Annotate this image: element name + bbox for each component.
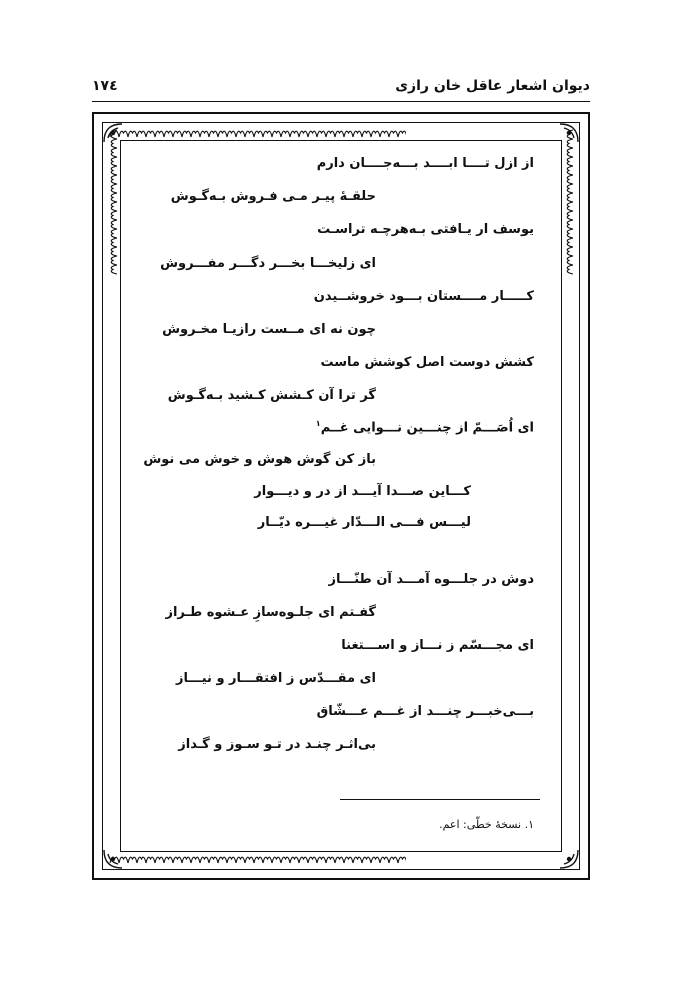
ornament-motif [137, 131, 146, 137]
refrain-line: کـــاین صـــدا آیـــد از در و دیـــوار [254, 484, 471, 499]
verse-line: ای زلیخـــا بخـــر دگـــر مفـــروش [160, 256, 376, 271]
ornament-motif [111, 256, 117, 265]
verse-line: دوش در جلـــوه آمـــد آن طنّـــاز [328, 572, 534, 587]
book-title: دیوان اشعار عاقل خان رازی [395, 78, 590, 94]
verse-line: از ازل تــــا ابــــد بـــه‌جــــان دارم [316, 156, 534, 171]
ornament-motif [567, 229, 573, 238]
ornament-motif [308, 131, 317, 137]
ornament-motif [335, 857, 344, 863]
border-ornament-top [106, 126, 406, 140]
running-header [92, 78, 590, 100]
ornament-motif [111, 157, 117, 166]
ornament-motif [137, 857, 146, 863]
ornament-motif [567, 175, 573, 184]
refrain-line: لیـــس فـــی الـــدّار غیـــره دیّــار [257, 515, 471, 530]
border-ornament-left [106, 126, 120, 276]
ornament-motif [335, 131, 344, 137]
ornament-motif [146, 131, 155, 137]
ornament-motif [218, 857, 227, 863]
ornament-motif [227, 131, 236, 137]
footnote-text: ١. نسخهٔ خطّی: اعم. [439, 818, 534, 831]
ornament-motif [111, 202, 117, 211]
ornament-motif [236, 857, 245, 863]
ornament-motif [254, 857, 263, 863]
ornament-motif [299, 131, 308, 137]
ornament-motif [389, 857, 398, 863]
verse-line: گر ترا آن کـشش کـشید بـه‌گـوش [167, 388, 376, 403]
ornament-motif [182, 131, 191, 137]
corner-ornament-top-right [556, 120, 582, 146]
ornament-motif [353, 857, 362, 863]
ornament-motif [236, 131, 245, 137]
ornament-motif [362, 857, 371, 863]
ornament-motif [128, 857, 137, 863]
page-number: ١٧٤ [92, 78, 118, 94]
corner-ornament-top-left [100, 120, 126, 146]
ornament-motif [182, 857, 191, 863]
ornament-motif [389, 131, 398, 137]
ornament-motif [380, 857, 389, 863]
verse-line: کـــــار مــــستان بـــود خروشــیدن [313, 289, 534, 304]
verse-line: ای مجـــسّم ز نـــاز و اســـتغنا [341, 638, 534, 653]
ornament-motif [567, 184, 573, 193]
ornament-motif [290, 131, 299, 137]
ornament-motif [128, 131, 137, 137]
ornament-motif [209, 857, 218, 863]
ornament-motif [567, 220, 573, 229]
ornament-motif [191, 131, 200, 137]
ornament-motif [281, 131, 290, 137]
ornament-motif [191, 857, 200, 863]
ornament-motif [111, 247, 117, 256]
ornament-motif [263, 857, 272, 863]
ornament-motif [245, 131, 254, 137]
ornament-motif [317, 857, 326, 863]
ornament-motif [111, 265, 117, 274]
footnote-marker: ١ [315, 419, 321, 428]
ornament-motif [290, 857, 299, 863]
ornament-motif [299, 857, 308, 863]
ornament-motif [567, 157, 573, 166]
ornament-motif [272, 131, 281, 137]
ornament-motif [353, 131, 362, 137]
ornament-motif [111, 193, 117, 202]
ornament-motif [111, 148, 117, 157]
verse-line: گفـتم ای جلـوه‌سازِ عـشوه طـراز [165, 605, 376, 620]
ornament-motif [380, 131, 389, 137]
ornament-motif [308, 857, 317, 863]
border-ornament-right [562, 126, 576, 276]
ornament-motif [326, 857, 335, 863]
corner-ornament-bottom-right [556, 846, 582, 872]
ornament-motif [398, 131, 406, 137]
verse-line: چون نه ای مــست رازیـا مخـروش [162, 322, 376, 337]
ornament-motif [344, 857, 353, 863]
verse-line: بـــی‌خبـــر چنـــد از غـــم عـــشّاق [316, 704, 534, 719]
verse-line: باز کن گوش هوش و خوش می نوش [143, 452, 376, 467]
ornament-motif [173, 131, 182, 137]
ornament-motif [567, 238, 573, 247]
ornament-motif [371, 131, 380, 137]
verse-line: یوسف ار یـافتی بـه‌هرچـه تراسـت [317, 222, 534, 237]
ornament-motif [111, 184, 117, 193]
ornament-motif [111, 166, 117, 175]
ornament-motif [398, 857, 406, 863]
verse-line [316, 419, 534, 435]
verse-line: حلقـهٔ پیـر مـی فـروش بـه‌گـوش [170, 189, 376, 204]
ornament-motif [245, 857, 254, 863]
ornament-motif [263, 131, 272, 137]
corner-ornament-bottom-left [100, 846, 126, 872]
ornament-motif [567, 265, 573, 274]
ornament-motif [173, 857, 182, 863]
ornament-motif [254, 131, 263, 137]
ornament-motif [218, 131, 227, 137]
ornament-motif [567, 166, 573, 175]
ornament-motif [111, 229, 117, 238]
ornament-motif [111, 238, 117, 247]
ornament-motif [567, 202, 573, 211]
verse-text: ای اُصَـــمّ از چنـــین نـــوایی غــم [320, 420, 534, 436]
ornament-motif [227, 857, 236, 863]
ornament-motif [317, 131, 326, 137]
ornament-motif [155, 857, 164, 863]
ornament-motif [567, 193, 573, 202]
ornament-motif [111, 211, 117, 220]
ornament-motif [155, 131, 164, 137]
ornament-motif [371, 857, 380, 863]
verse-line: ای مقـــدّس ز افتقـــار و نیـــاز [176, 671, 376, 686]
ornament-motif [200, 131, 209, 137]
ornament-motif [567, 211, 573, 220]
ornament-motif [111, 220, 117, 229]
ornament-motif [146, 857, 155, 863]
footnote-rule [340, 799, 540, 800]
ornament-motif [111, 175, 117, 184]
ornament-motif [362, 131, 371, 137]
ornament-motif [326, 131, 335, 137]
ornament-motif [281, 857, 290, 863]
ornament-motif [344, 131, 353, 137]
ornament-motif [272, 857, 281, 863]
ornament-motif [200, 857, 209, 863]
verse-line: کشش دوست اصل کوشش ماست [320, 355, 534, 370]
ornament-motif [164, 131, 173, 137]
ornament-motif [567, 148, 573, 157]
ornament-motif [567, 247, 573, 256]
ornament-motif [209, 131, 218, 137]
border-ornament-bottom [106, 852, 406, 866]
verse-line: بی‌اثـر چنـد در تـو سـوز و گـداز [178, 737, 376, 752]
ornament-motif [567, 256, 573, 265]
header-rule [92, 101, 590, 102]
ornament-motif [164, 857, 173, 863]
